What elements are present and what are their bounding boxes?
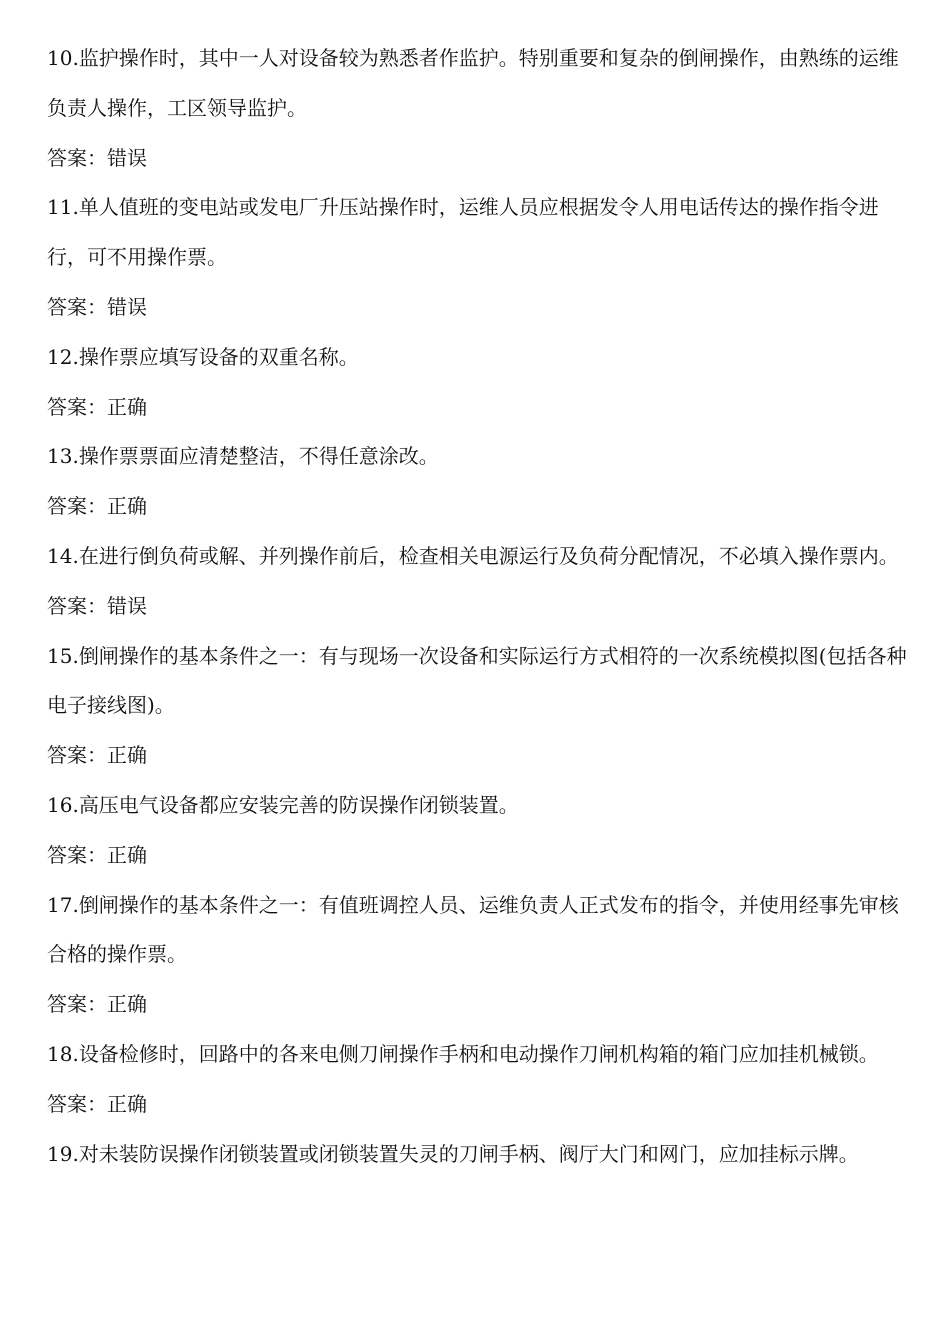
question-number: 19. <box>47 1141 79 1166</box>
answer-11 <box>47 283 912 333</box>
answer-label: 答案： <box>47 992 107 1017</box>
answer-value: 错误 <box>107 145 147 170</box>
question-number: 12. <box>47 344 79 369</box>
question-number: 14. <box>47 543 79 568</box>
answer-label: 答案： <box>47 593 107 618</box>
answer-10 <box>47 134 912 184</box>
question-10 <box>47 34 912 134</box>
question-text: 单人值班的变电站或发电厂升压站操作时，运维人员应根据发令人用电话传达的操作指令进行，可不用操作票。 <box>47 195 879 270</box>
answer-value: 正确 <box>107 1091 147 1116</box>
question-number: 16. <box>47 792 79 817</box>
question-text: 监护操作时，其中一人对设备较为熟悉者作监护。特别重要和复杂的倒闸操作，由熟练的运维负责人操作，工区领导监护。 <box>47 46 899 120</box>
question-number: 13. <box>47 444 79 469</box>
answer-16 <box>47 831 912 881</box>
question-text: 对未装防误操作闭锁装置或闭锁装置失灵的刀闸手柄、阀厅大门和网门，应加挂标示牌。 <box>78 1141 859 1166</box>
answer-13 <box>47 482 912 532</box>
question-text: 操作票应填写设备的双重名称。 <box>78 344 359 369</box>
answer-value: 正确 <box>107 394 147 419</box>
question-19 <box>47 1130 912 1180</box>
answer-label: 答案： <box>47 145 107 170</box>
answer-18 <box>47 1080 912 1130</box>
answer-value: 正确 <box>107 743 147 768</box>
answer-14 <box>47 582 912 632</box>
answer-value: 错误 <box>107 294 147 319</box>
question-number: 18. <box>47 1041 79 1066</box>
question-number: 11. <box>47 195 79 220</box>
answer-value: 正确 <box>107 992 147 1017</box>
question-text: 操作票票面应清楚整洁，不得任意涂改。 <box>78 444 439 469</box>
document-page <box>47 34 912 1179</box>
answer-label: 答案： <box>47 743 107 768</box>
question-17 <box>47 881 912 981</box>
answer-label: 答案： <box>47 1091 107 1116</box>
question-18 <box>47 1030 912 1080</box>
question-text: 高压电气设备都应安装完善的防误操作闭锁装置。 <box>78 792 519 817</box>
answer-label: 答案： <box>47 294 107 319</box>
question-14 <box>47 532 912 582</box>
question-number: 15. <box>47 643 79 668</box>
question-11 <box>47 183 912 283</box>
answer-value: 正确 <box>107 494 147 519</box>
answer-label: 答案： <box>47 394 107 419</box>
question-text: 倒闸操作的基本条件之一：有与现场一次设备和实际运行方式相符的一次系统模拟图(包括各种电子接线图)。 <box>47 643 907 718</box>
question-text: 倒闸操作的基本条件之一：有值班调控人员、运维负责人正式发布的指令，并使用经事先审核合格的操作票。 <box>47 892 899 967</box>
question-number: 17. <box>47 892 79 917</box>
question-text: 设备检修时，回路中的各来电侧刀闸操作手柄和电动操作刀闸机构箱的箱门应加挂机械锁。 <box>78 1041 879 1066</box>
answer-value: 错误 <box>107 593 147 618</box>
answer-15 <box>47 731 912 781</box>
question-16 <box>47 781 912 831</box>
answer-value: 正确 <box>107 842 147 867</box>
question-text: 在进行倒负荷或解、并列操作前后，检查相关电源运行及负荷分配情况，不必填入操作票内。 <box>78 543 899 568</box>
answer-12 <box>47 383 912 433</box>
question-13 <box>47 432 912 482</box>
question-number: 10. <box>47 46 79 70</box>
answer-label: 答案： <box>47 842 107 867</box>
answer-label: 答案： <box>47 494 107 519</box>
question-12 <box>47 333 912 383</box>
question-15 <box>47 632 912 732</box>
answer-17 <box>47 980 912 1030</box>
